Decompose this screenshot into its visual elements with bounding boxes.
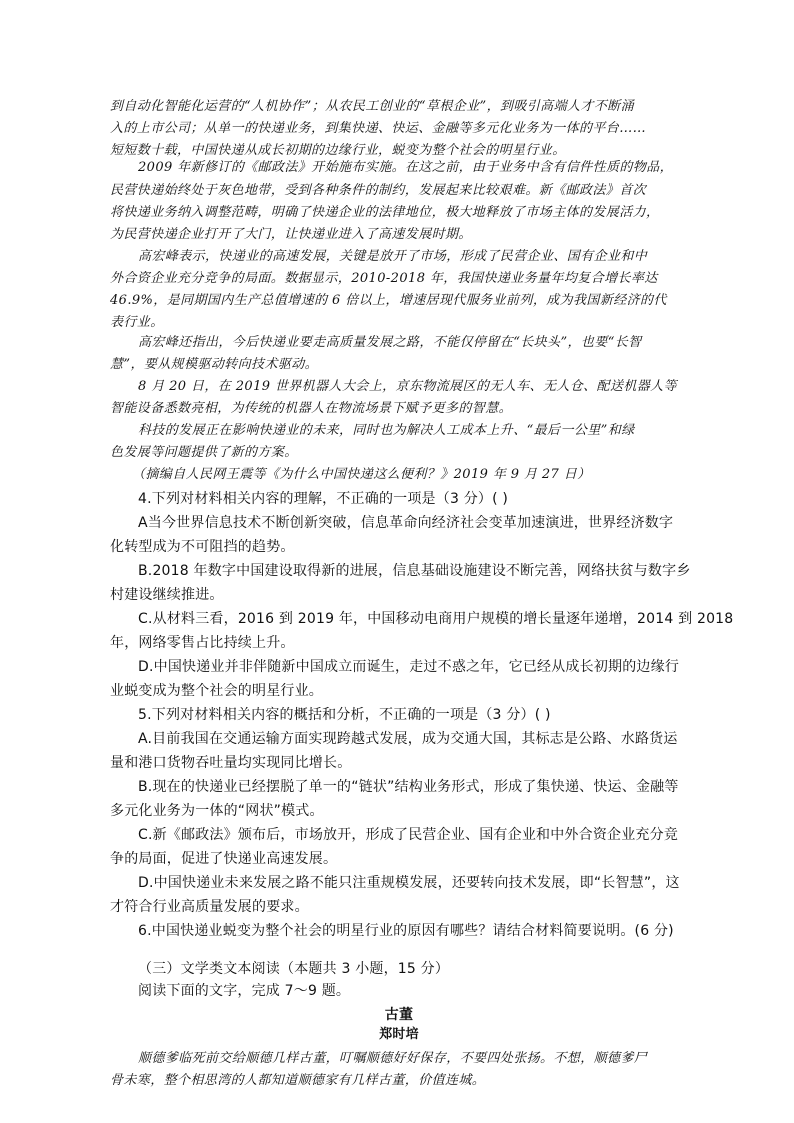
passage-line: 将快递业务纳入调整范畴，明确了快递企业的法律地位，极大地释放了市场主体的发展活力，	[110, 205, 660, 220]
story-paragraph: 顺德爹临死前交给顺德几样古董，叮嘱顺德好好保存，不要四处张扬。不想，顺德爹尸	[138, 1051, 648, 1066]
question-5-stem: 5.下列对材料相关内容的概括和分析，不正确的一项是（3 分）( )	[138, 707, 551, 723]
passage-line: 慧”，要从规模驱动转向技术驱动。	[110, 357, 319, 372]
passage-line: 科技的发展正在影响快递业的未来，同时也为解决人工成本上升、“最后一公里”和绿	[138, 423, 635, 438]
q4-option-a: A当今世界信息技术不断创新突破，信息革命向经济社会变革加速演进，世界经济数字	[138, 515, 674, 531]
question-4-stem: 4.下列对材料相关内容的理解，不正确的一项是（3 分）( )	[138, 491, 509, 507]
passage-line: 外合资企业充分竞争的局面。数据显示，2010-2018 年，我国快递业务量年均复合增长率达	[110, 271, 658, 286]
q5-option-d: D.中国快递业未来发展之路不能只注重规模发展，还要转向技术发展，即“长智慧”，这	[138, 875, 680, 891]
passage-line: 2009 年新修订的《邮政法》开始施布实施。在这之前，由于业务中含有信件性质的物品，	[138, 160, 674, 175]
q5-option-b: B.现在的快递业已经摆脱了单一的“链状”结构业务形式，形成了集快递、快运、金融等	[138, 779, 679, 795]
section-3-heading: （三）文学类文本阅读（本题共 3 小题，15 分）	[138, 961, 450, 977]
q5-option-c-cont: 争的局面，促进了快递业高速发展。	[110, 851, 338, 867]
passage-line: 高宏峰表示，快递业的高速发展，关键是放开了市场，形成了民营企业、国有企业和中	[138, 249, 648, 264]
q4-option-a-cont: 化转型成为不可阻挡的趋势。	[110, 539, 295, 555]
story-author: 郑时培	[379, 1027, 419, 1042]
passage-line: 色发展等问题提供了新的方案。	[110, 445, 298, 460]
q4-option-c-cont: 年，网络零售占比持续上升。	[110, 635, 295, 651]
q5-option-a: A.目前我国在交通运输方面实现跨越式发展，成为交通大国，其标志是公路、水路货运	[138, 731, 678, 747]
passage-line: 短短数十载，中国快递从成长初期的边缘行业，蜕变为整个社会的明星行业。	[110, 143, 566, 158]
passage-line: 智能设备悉数亮相，为传统的机器人在物流场景下赋予更多的智慧。	[110, 401, 513, 416]
passage-line: 入的上市公司；从单一的快递业务，到集快递、快运、金融等多元化业务为一体的平台……	[110, 121, 647, 136]
source-citation: （摘编自人民网王震等《为什么中国快递这么便利？》2019 年 9 月 27 日）	[132, 467, 591, 482]
passage-line: 为民营快递企业打开了大门，让快递业进入了高速发展时期。	[110, 227, 472, 242]
story-paragraph-cont: 骨未寒，整个相思湾的人都知道顺德家有几样古董，价值连城。	[110, 1073, 486, 1088]
q5-option-b-cont: 多元化业务为一体的“网状”模式。	[110, 803, 324, 819]
passage-line: 到自动化智能化运营的“人机协作”；从农民工创业的“草根企业”，到吸引高端人才不断涌	[110, 99, 634, 114]
q4-option-c: C.从材料三看，2016 到 2019 年，中国移动电商用户规模的增长量逐年递增，2014 到 2018	[138, 611, 734, 627]
section-3-instruction: 阅读下面的文字，完成 7～9 题。	[138, 983, 351, 999]
passage-line: 8 月 20 日，在 2019 世界机器人大会上，京东物流展区的无人车、无人仓、配送机器人等	[138, 379, 677, 394]
question-6-stem: 6.中国快递业蜕变为整个社会的明星行业的原因有哪些？请结合材料简要说明。(6 分)	[138, 923, 674, 939]
q5-option-a-cont: 量和港口货物吞吐量均实现同比增长。	[110, 755, 352, 771]
q4-option-b: B.2018 年数字中国建设取得新的进展，信息基础设施建设不断完善，网络扶贫与数字乡	[138, 563, 691, 579]
story-title: 古董	[384, 1007, 414, 1023]
q4-option-b-cont: 村建设继续推进。	[110, 587, 224, 603]
passage-line: 民营快递始终处于灰色地带，受到各种条件的制约，发展起来比较艰难。新《邮政法》首次	[110, 183, 647, 198]
q5-option-d-cont: 才符合行业高质量发展的要求。	[110, 899, 309, 915]
passage-line: 46.9%，是同期国内生产总值增速的 6 倍以上，增速居现代服务业前列，成为我国新经济的代	[110, 293, 667, 308]
q4-option-d-cont: 业蜕变成为整个社会的明星行业。	[110, 683, 323, 699]
passage-line: 表行业。	[110, 315, 164, 330]
passage-line: 高宏峰还指出，今后快递业要走高质量发展之路，不能仅停留在“长块头”，也要“长智	[138, 335, 642, 350]
q5-option-c: C.新《邮政法》颁布后，市场放开，形成了民营企业、国有企业和中外合资企业充分竞	[138, 827, 679, 843]
q4-option-d: D.中国快递业并非伴随新中国成立而诞生，走过不惑之年，它已经从成长初期的边缘行	[138, 659, 680, 675]
